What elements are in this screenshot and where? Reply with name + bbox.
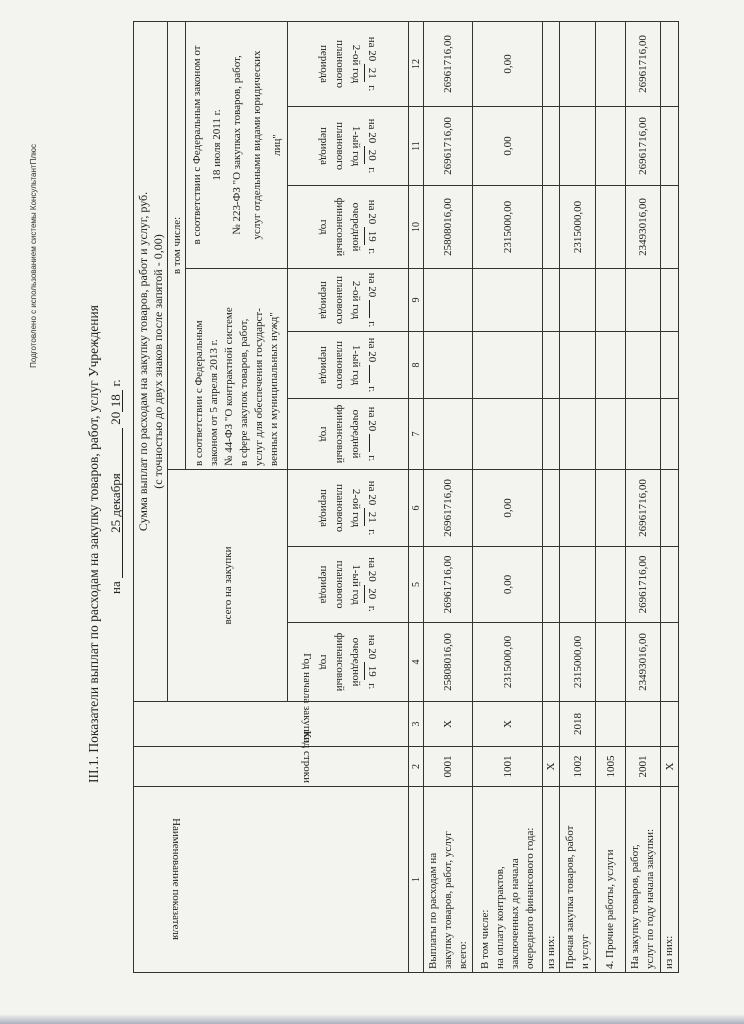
date-day-month: 25 декабря <box>109 428 123 578</box>
row-name: из них: <box>661 787 679 973</box>
period-year-line <box>364 189 380 265</box>
header-sum-title: Сумма выплат по расходам на закупку товаров, работ и услуг, руб. <box>135 191 150 532</box>
amount-cell: 25808016,00 <box>424 623 473 702</box>
amount-cell: 26961716,00 <box>424 547 473 623</box>
period-prefix: на 20 <box>366 480 378 506</box>
amount-cell <box>543 332 560 399</box>
amount-cell <box>661 399 679 470</box>
amount-cell: 23493016,00 <box>626 186 661 269</box>
column-number: 5 <box>409 547 424 623</box>
table-row <box>560 21 596 972</box>
period-year: 19 <box>364 662 378 680</box>
amount-cell <box>596 623 626 702</box>
column-number: 1 <box>409 787 424 973</box>
column-number: 4 <box>409 623 424 702</box>
header-year-label: Год начала закупки <box>301 653 313 743</box>
amount-cell <box>626 269 661 332</box>
date-suffix: г. <box>108 379 123 387</box>
period-suffix: г. <box>366 321 378 328</box>
amount-cell: 2315000,00 <box>473 623 543 702</box>
amount-cell: 25808016,00 <box>424 186 473 269</box>
header-code-col <box>134 730 409 787</box>
amount-cell <box>661 332 679 399</box>
amount-cell <box>560 547 596 623</box>
column-number: 2 <box>409 747 424 787</box>
amount-cell <box>626 332 661 399</box>
amount-cell <box>661 470 679 547</box>
column-number: 9 <box>409 269 424 332</box>
amount-cell: 2315000,00 <box>473 186 543 269</box>
period-suffix: г. <box>366 167 378 174</box>
row-code: 2001 <box>626 747 661 787</box>
header-law-223: в соответствии с Федеральным законом от 18 июля 2011 г. № 223-ФЗ "О закупках товаров, работ, услуг отдельными видами юридических лиц" <box>186 21 288 268</box>
payments-table <box>133 21 679 973</box>
period-header-label <box>316 272 380 328</box>
report-date <box>108 334 124 594</box>
amount-cell <box>661 21 679 106</box>
period-year: 21 <box>364 64 378 82</box>
amount-cell <box>560 399 596 470</box>
amount-cell: 23493016,00 <box>626 623 661 702</box>
row-name: 4. Прочие работы, услуги <box>596 787 626 973</box>
period-year: 20 <box>364 585 378 603</box>
period-name: 1-ый год планового периода <box>318 121 362 170</box>
period-year-line <box>364 335 380 395</box>
row-year: X <box>473 702 543 747</box>
amount-cell <box>560 107 596 186</box>
amount-cell <box>543 107 560 186</box>
period-header-label <box>316 402 380 466</box>
amount-cell <box>560 332 596 399</box>
amount-cell <box>596 269 626 332</box>
period-year-line <box>364 272 380 328</box>
table-row <box>596 21 626 972</box>
row-code: 1001 <box>473 747 543 787</box>
period-suffix: г. <box>366 605 378 612</box>
amount-cell: 2315000,00 <box>560 186 596 269</box>
period-header-label <box>316 335 380 395</box>
period-header-label <box>316 550 380 619</box>
amount-cell <box>596 470 626 547</box>
amount-cell <box>543 186 560 269</box>
amount-cell: 26961716,00 <box>626 107 661 186</box>
row-year <box>543 702 560 747</box>
period-year-line <box>364 25 380 103</box>
table-row <box>424 21 473 972</box>
amount-cell <box>543 21 560 106</box>
amount-cell <box>543 470 560 547</box>
period-header-cell <box>288 21 409 106</box>
amount-cell <box>424 332 473 399</box>
period-header-cell <box>288 332 409 399</box>
amount-cell <box>473 399 543 470</box>
amount-cell <box>661 107 679 186</box>
amount-cell: 26961716,00 <box>424 21 473 106</box>
row-year: 2018 <box>560 702 596 747</box>
period-prefix: на 20 <box>366 118 378 144</box>
row-name: На закупку товаров, работ, услуг по году начала закупки: <box>626 787 661 973</box>
period-prefix: на 20 <box>366 272 378 298</box>
header-sum <box>134 21 168 701</box>
amount-cell <box>596 399 626 470</box>
amount-cell <box>560 21 596 106</box>
table-row <box>626 21 661 972</box>
period-name: 1-ый год планового периода <box>318 560 362 609</box>
header-law-44: в соответствии с Федеральным законом от 5 апреля 2013 г. № 44-ФЗ "О контрактной системе в сфере закупок товаров, работ, услуг для обеспечения государст- венных и муниципальных нужд" <box>186 269 288 470</box>
amount-cell <box>661 186 679 269</box>
date-year: 18 <box>109 390 123 412</box>
period-header-label <box>316 110 380 182</box>
column-number: 8 <box>409 332 424 399</box>
header-code-label: Код строки <box>301 730 313 783</box>
amount-cell: 0,00 <box>473 107 543 186</box>
table-row <box>473 21 543 972</box>
header-including: в том числе: <box>168 21 186 469</box>
source-note: Подготовлено с использованием системы КонсультантПлюс <box>29 144 38 368</box>
period-suffix: г. <box>366 683 378 690</box>
period-year: 19 <box>364 227 378 245</box>
amount-cell: 0,00 <box>473 21 543 106</box>
row-code: X <box>543 747 560 787</box>
table-row <box>661 21 679 972</box>
period-year: 21 <box>364 508 378 526</box>
amount-cell <box>543 399 560 470</box>
period-header-cell <box>288 399 409 470</box>
period-name: очередной финансовый год <box>318 404 362 464</box>
amount-cell <box>473 269 543 332</box>
column-number: 11 <box>409 107 424 186</box>
period-year: 20 <box>364 146 378 164</box>
column-number: 7 <box>409 399 424 470</box>
period-prefix: на 20 <box>366 557 378 582</box>
amount-cell <box>424 269 473 332</box>
period-name: очередной финансовый год <box>318 197 362 257</box>
header-name-label: Наименование показателя <box>170 818 182 941</box>
period-header-cell <box>288 269 409 332</box>
period-year <box>369 300 370 318</box>
period-name: 1-ый год планового периода <box>318 340 362 389</box>
amount-cell: 26961716,00 <box>626 547 661 623</box>
period-header-cell <box>288 107 409 186</box>
amount-cell <box>661 547 679 623</box>
amount-cell <box>596 547 626 623</box>
period-header-label <box>316 189 380 265</box>
period-name: 2-ой год планового периода <box>318 483 362 532</box>
amount-cell <box>661 269 679 332</box>
amount-cell <box>626 399 661 470</box>
row-name: Выплаты по расходам на закупку товаров, работ, услуг всего: <box>424 787 473 973</box>
amount-cell <box>596 21 626 106</box>
amount-cell: 26961716,00 <box>424 470 473 547</box>
period-prefix: на 20 <box>366 36 378 62</box>
period-suffix: г. <box>366 85 378 92</box>
column-number: 6 <box>409 470 424 547</box>
row-code: 1002 <box>560 747 596 787</box>
amount-cell: 26961716,00 <box>626 21 661 106</box>
amount-cell <box>543 547 560 623</box>
amount-cell <box>596 186 626 269</box>
amount-cell: 26961716,00 <box>626 470 661 547</box>
period-suffix: г. <box>366 529 378 536</box>
period-suffix: г. <box>366 248 378 255</box>
amount-cell <box>424 399 473 470</box>
period-year <box>369 434 370 452</box>
period-prefix: на 20 <box>366 634 378 660</box>
amount-cell: 0,00 <box>473 470 543 547</box>
header-sum-subtitle: (с точностью до двух знаков после запятой - 0,00) <box>150 234 165 489</box>
amount-cell <box>661 623 679 702</box>
header-name-col <box>134 787 409 973</box>
row-year <box>661 702 679 747</box>
row-name: В том числе: на оплату контрактов, заключенных до начала очередного финансового года: <box>473 787 543 973</box>
period-header-cell <box>288 470 409 547</box>
header-total-group: всего на закупки <box>168 470 288 702</box>
period-name: 2-ой год планового периода <box>318 39 362 88</box>
period-year <box>369 365 370 383</box>
row-code: 1005 <box>596 747 626 787</box>
row-code: X <box>661 747 679 787</box>
amount-cell: 2315000,00 <box>560 623 596 702</box>
row-year <box>626 702 661 747</box>
date-prefix: на <box>108 581 123 594</box>
period-header-label <box>316 25 380 103</box>
period-header-cell <box>288 186 409 269</box>
period-prefix: на 20 <box>366 199 378 225</box>
period-year-line <box>364 110 380 182</box>
amount-cell <box>560 269 596 332</box>
period-year-line <box>364 550 380 619</box>
column-number: 12 <box>409 21 424 106</box>
period-suffix: г. <box>366 386 378 393</box>
row-year: X <box>424 702 473 747</box>
table-row <box>543 21 560 972</box>
period-header-label <box>316 473 380 543</box>
column-number: 3 <box>409 702 424 747</box>
column-number: 10 <box>409 186 424 269</box>
amount-cell <box>596 332 626 399</box>
amount-cell <box>560 470 596 547</box>
period-year-line <box>364 626 380 698</box>
row-year <box>596 702 626 747</box>
row-name: из них: <box>543 787 560 973</box>
period-prefix: на 20 <box>366 337 378 363</box>
period-name: 2-ой год планового периода <box>318 275 362 324</box>
amount-cell: 26961716,00 <box>424 107 473 186</box>
period-header-label <box>316 626 380 698</box>
period-suffix: г. <box>366 455 378 462</box>
period-year-line <box>364 402 380 466</box>
amount-cell <box>473 332 543 399</box>
section-title: III.1. Показатели выплат по расходам на закупку товаров, работ, услуг Учреждения <box>86 305 101 783</box>
amount-cell <box>543 269 560 332</box>
amount-cell: 0,00 <box>473 547 543 623</box>
period-year-line <box>364 473 380 543</box>
period-header-cell <box>288 547 409 623</box>
period-name: очередной финансовый год <box>318 632 362 692</box>
row-name: Прочая закупка товаров, работ и услуг <box>560 787 596 973</box>
row-code: 0001 <box>424 747 473 787</box>
date-century: 20 <box>108 411 123 425</box>
period-prefix: на 20 <box>366 406 378 432</box>
amount-cell <box>596 107 626 186</box>
amount-cell <box>543 623 560 702</box>
